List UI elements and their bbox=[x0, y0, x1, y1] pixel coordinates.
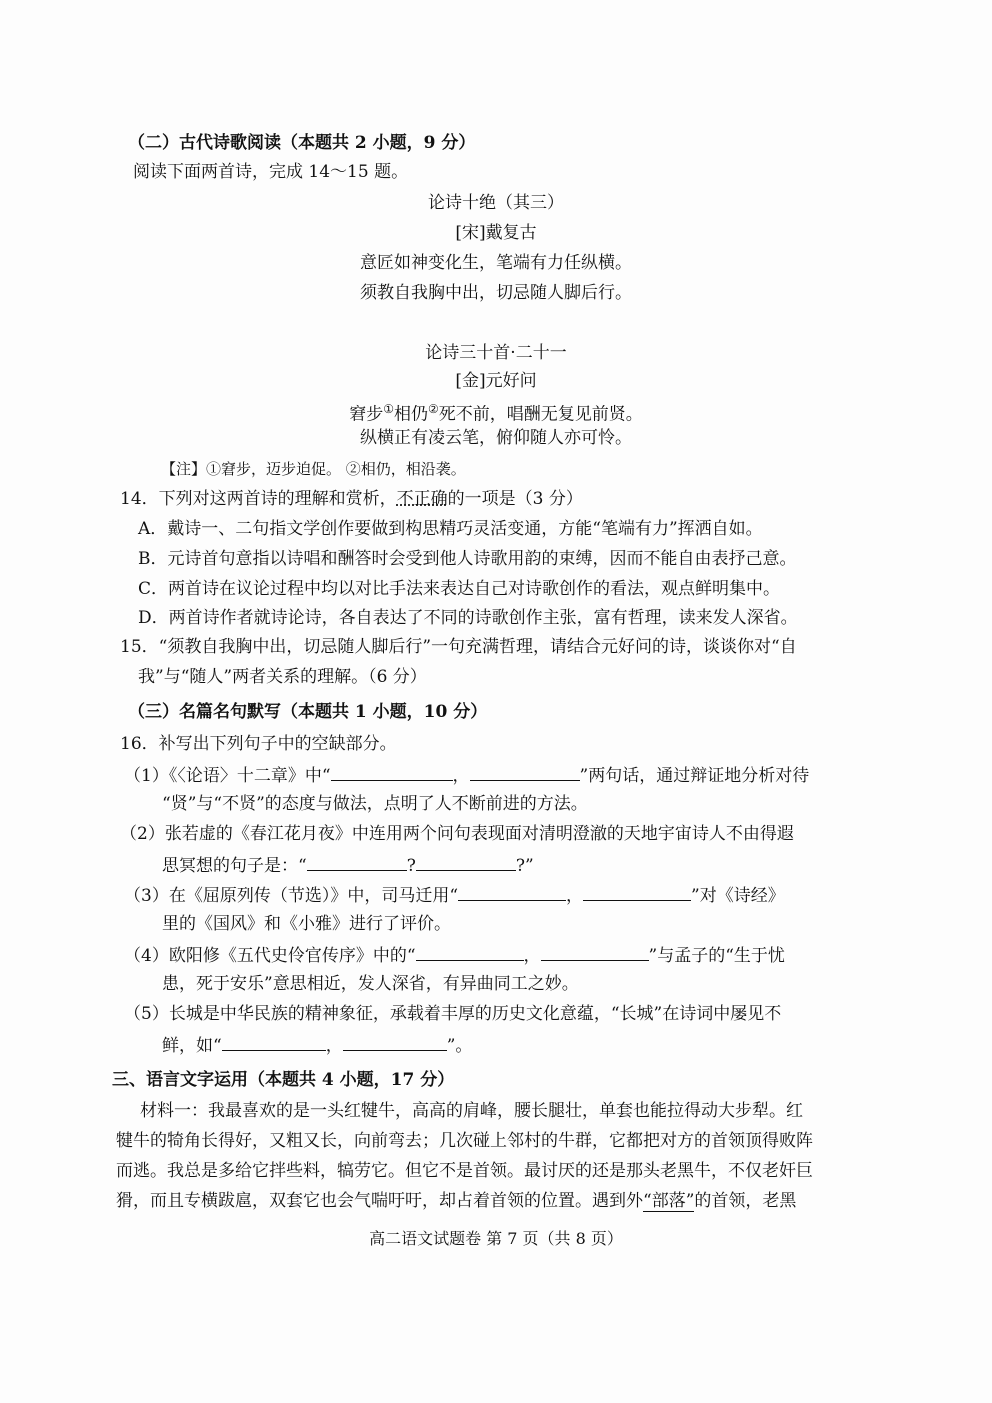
answer-blank[interactable] bbox=[307, 852, 407, 871]
material-line3: 而逃。我总是多给它拌些料，犒劳它。但它不是首领。最讨厌的还是那头老黑牛，不仅老奸巨 bbox=[116, 1161, 813, 1181]
question-15-line2: 我”与“随人”两者关系的理解。（6 分） bbox=[138, 667, 427, 687]
q16-item1-line2: “贤”与“不贤”的态度与做法，点明了人不断前进的方法。 bbox=[162, 794, 588, 814]
q14-option-a: A．戴诗一、二句指文学创作要做到构思精巧灵活变通，方能“笔端有力”挥洒自如。 bbox=[138, 519, 763, 539]
q16-item5-line1: （5）长城是中华民族的精神象征，承载着丰厚的历史文化意蕴，“长城”在诗词中屡见不 bbox=[124, 1004, 782, 1024]
poem-notes: 【注】①窘步，迈步迫促。 ②相仍，相沿袭。 bbox=[161, 460, 466, 478]
question-15-line1: 15．“须教自我胸中出，切忌随人脚后行”一句充满哲理，请结合元好问的诗，谈谈你对“自 bbox=[120, 637, 797, 657]
q16-item2-line1: （2）张若虚的《春江花月夜》中连用两个问句表现面对清明澄澈的天地宇宙诗人不由得遐 bbox=[120, 824, 794, 844]
q16-item5-line2: 鲜，如“ ， ”。 bbox=[162, 1032, 472, 1058]
answer-blank[interactable] bbox=[331, 762, 453, 781]
answer-blank[interactable] bbox=[343, 1032, 447, 1051]
q16-item4-line2: 患，死于安乐”意思相近，发人深省，有异曲同工之妙。 bbox=[162, 974, 579, 994]
answer-blank[interactable] bbox=[458, 882, 566, 901]
answer-blank[interactable] bbox=[416, 942, 524, 961]
q14-option-c: C．两首诗在议论过程中均以对比手法来表达自己对诗歌创作的看法，观点鲜明集中。 bbox=[138, 579, 781, 599]
material-line1: 材料一：我最喜欢的是一头红犍牛，高高的肩峰，腰长腿壮，单套也能拉得动大步犁。红 bbox=[140, 1101, 803, 1121]
answer-blank[interactable] bbox=[583, 882, 691, 901]
section-two-heading: （二）古代诗歌阅读（本题共 2 小题，9 分） bbox=[128, 133, 476, 153]
q16-item3-line2: 里的《国风》和《小雅》进行了评价。 bbox=[162, 914, 451, 934]
poem1-author: [宋]戴复古 bbox=[455, 223, 537, 243]
q14-option-d: D．两首诗作者就诗论诗，各自表达了不同的诗歌创作主张，富有哲理，读来发人深省。 bbox=[138, 608, 798, 628]
poem2-line1: 窘步①相仍②死不前，唱酬无复见前贤。 bbox=[349, 402, 643, 425]
question-16-stem: 16．补写出下列句子中的空缺部分。 bbox=[120, 734, 397, 754]
answer-blank[interactable] bbox=[416, 852, 516, 871]
poem1-title: 论诗十绝（其三） bbox=[428, 193, 564, 213]
poem2-title: 论诗三十首·二十一 bbox=[425, 343, 567, 363]
poem2-author: [金]元好问 bbox=[455, 371, 537, 391]
poem1-line2: 须教自我胸中出，切忌随人脚后行。 bbox=[360, 283, 632, 303]
answer-blank[interactable] bbox=[470, 762, 580, 781]
material-line2: 犍牛的犄角长得好，又粗又长，向前弯去；几次碰上邻村的牛群，它都把对方的首领顶得败阵 bbox=[116, 1131, 813, 1151]
material-line4: 猾，而且专横跋扈，双套它也会气喘吁吁，却占着首领的位置。遇到外“部落”的首领，老黑 bbox=[116, 1191, 797, 1211]
q14-option-b: B．元诗首句意指以诗唱和酬答时会受到他人诗歌用韵的束缚，因而不能自由表抒己意。 bbox=[138, 549, 797, 569]
poem1-line1: 意匠如神变化生，笔端有力任纵横。 bbox=[360, 253, 632, 273]
answer-blank[interactable] bbox=[541, 942, 649, 961]
section-three-heading: （三）名篇名句默写（本题共 1 小题，10 分） bbox=[128, 702, 488, 722]
answer-blank[interactable] bbox=[222, 1032, 326, 1051]
q16-item2-line2: 思冥想的句子是：“ ? ?” bbox=[162, 852, 534, 878]
section-two-instruction: 阅读下面两首诗，完成 14～15 题。 bbox=[133, 162, 409, 182]
question-14-stem: 14．下列对这两首诗的理解和赏析，不正确的一项是（3 分） bbox=[120, 489, 583, 509]
page-footer: 高二语文试题卷 第 7 页（共 8 页） bbox=[369, 1229, 623, 1248]
q16-item4-line1: （4）欧阳修《五代史伶官传序》中的“ ， ”与孟子的“生于忧 bbox=[124, 942, 785, 968]
poem2-line2: 纵横正有凌云笔，俯仰随人亦可怜。 bbox=[360, 428, 632, 448]
section-part3-heading: 三、语言文字运用（本题共 4 小题，17 分） bbox=[112, 1070, 455, 1090]
q16-item3-line1: （3）在《屈原列传（节选）》中，司马迁用“ ， ”对《诗经》 bbox=[124, 882, 785, 908]
q16-item1-line1: （1）《〈论语〉十二章》中“ ， ”两句话，通过辩证地分析对待 bbox=[124, 762, 809, 788]
